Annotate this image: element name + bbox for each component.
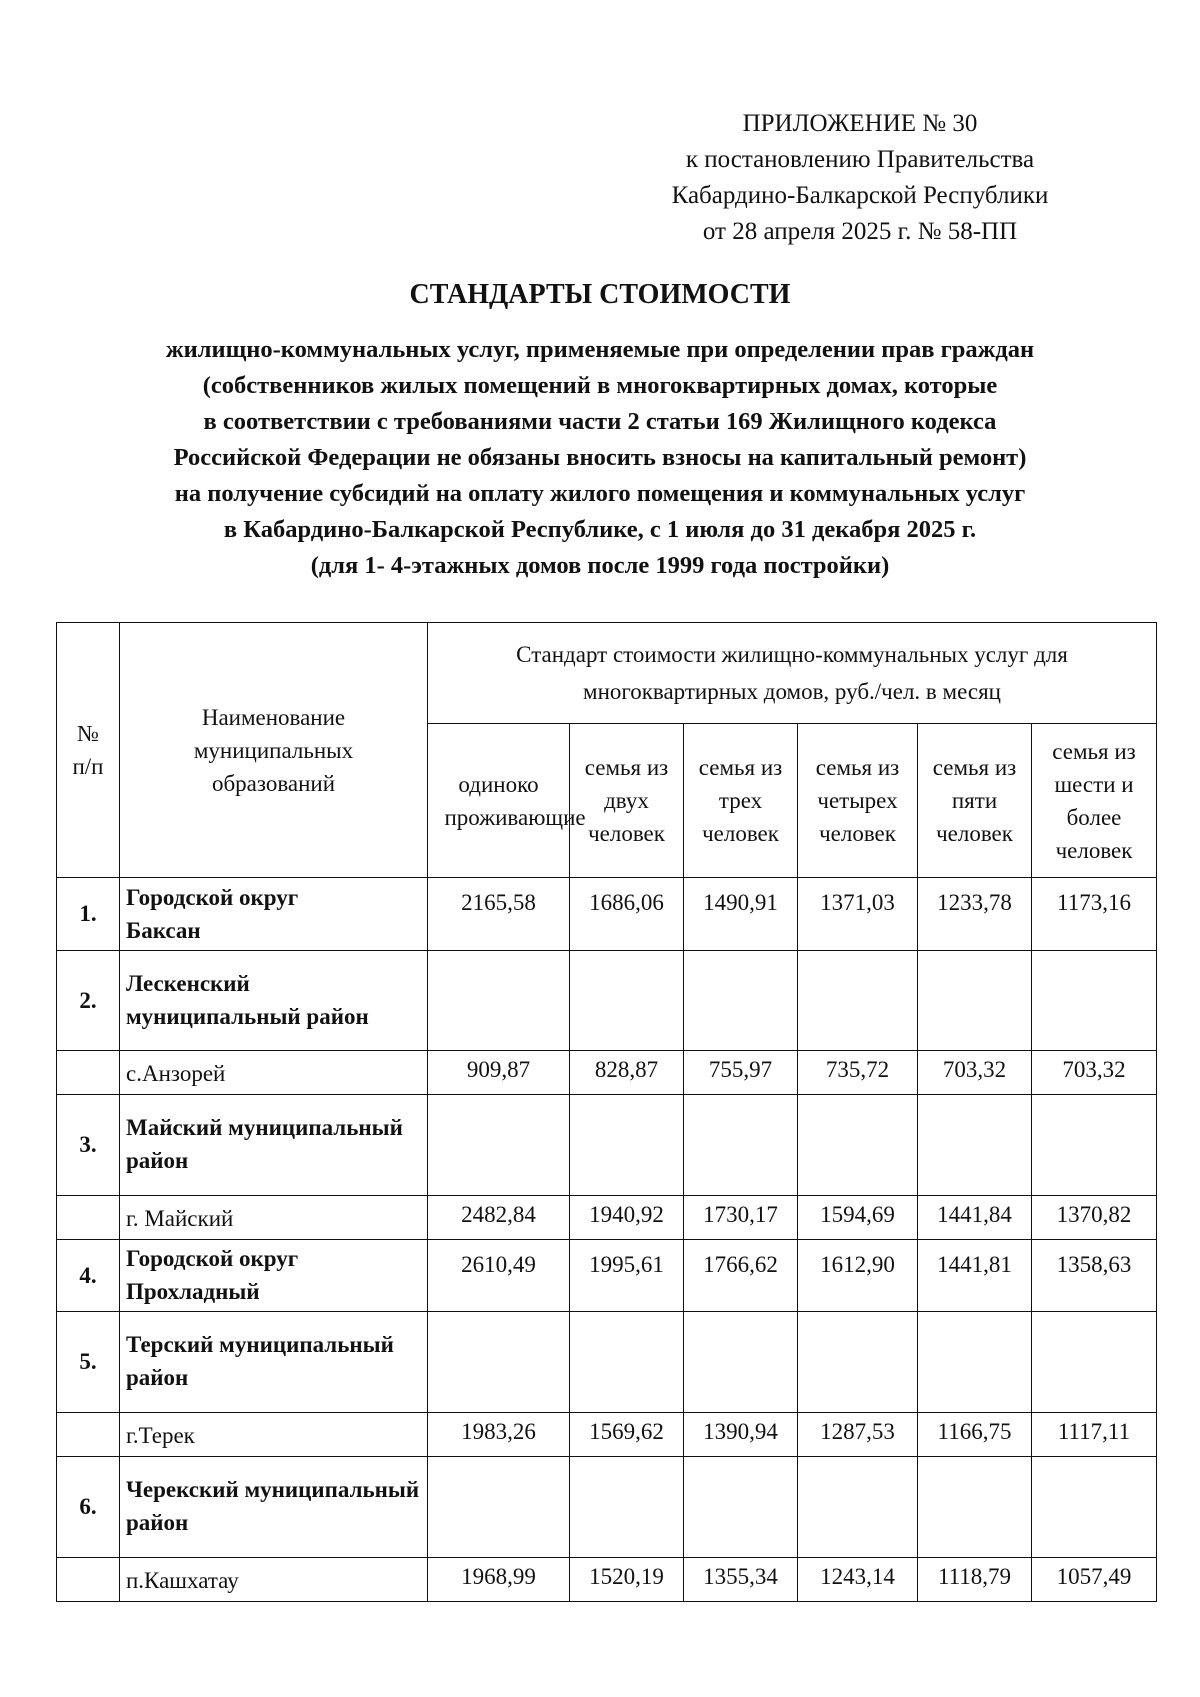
subheader-single	[428, 724, 586, 878]
row-name-text: п.Кашхатау	[126, 1568, 239, 1593]
row-value	[570, 1312, 684, 1413]
row-value: 1520,19	[570, 1558, 684, 1602]
row-value: 1612,90	[798, 1240, 918, 1312]
subtitle-line: в Кабардино-Балкарской Республике, с 1 июля до 31 декабря 2025 г.	[223, 516, 977, 543]
subtitle-line: (собственников жилых помещений в многоквартирных домах, которые	[202, 372, 998, 399]
subtitle-line: на получение субсидий на оплату жилого помещения и коммунальных услуг	[174, 480, 1026, 507]
row-value: 1995,61	[570, 1240, 684, 1312]
row-name-text: Терский муниципальный район	[126, 1332, 394, 1390]
row-value	[428, 1312, 570, 1413]
row-name-text: г. Майский	[126, 1206, 234, 1231]
appendix-line: от 28 апреля 2025 г. № 58-ПП	[702, 218, 1018, 245]
row-value: 1166,75	[918, 1413, 1032, 1457]
row-number	[57, 1413, 120, 1457]
row-value	[1032, 951, 1157, 1051]
row-name	[120, 951, 428, 1051]
table-row	[57, 1240, 1157, 1312]
row-value	[570, 1457, 684, 1558]
row-value: 1371,03	[798, 878, 918, 951]
row-value: 1490,91	[684, 878, 798, 951]
row-name	[120, 1196, 428, 1240]
row-name	[120, 1312, 428, 1413]
row-value: 755,97	[684, 1051, 798, 1095]
row-value	[684, 1095, 798, 1196]
row-name-text: Майский муниципальный район	[126, 1115, 403, 1173]
row-value: 1117,11	[1032, 1413, 1157, 1457]
row-value: 2165,58	[428, 878, 570, 951]
row-number: 6.	[57, 1457, 120, 1558]
header-name-label: Наименование муниципальных образований	[193, 704, 354, 796]
row-name	[120, 1240, 428, 1312]
row-value	[428, 1457, 570, 1558]
table-row	[57, 1051, 1157, 1095]
row-name	[120, 1095, 428, 1196]
row-value: 1686,06	[570, 878, 684, 951]
row-value: 1287,53	[798, 1413, 918, 1457]
standards-table	[56, 622, 1157, 1602]
appendix-line: ПРИЛОЖЕНИЕ № 30	[742, 110, 978, 137]
row-value	[918, 1457, 1032, 1558]
row-number	[57, 1051, 120, 1095]
row-value: 1766,62	[684, 1240, 798, 1312]
row-value	[918, 1095, 1032, 1196]
row-value: 1594,69	[798, 1196, 918, 1240]
row-value	[428, 1095, 570, 1196]
table-row	[57, 1196, 1157, 1240]
table-row	[57, 1558, 1157, 1602]
subheader-label: семья из трех человек	[698, 755, 783, 846]
row-value	[798, 1312, 918, 1413]
appendix-line: к постановлению Правительства	[685, 146, 1035, 173]
row-value: 909,87	[428, 1051, 570, 1095]
row-value: 1441,81	[918, 1240, 1032, 1312]
header-num-label: № п/п	[72, 721, 104, 779]
row-value	[1032, 1312, 1157, 1413]
row-value: 1441,84	[918, 1196, 1032, 1240]
row-value: 828,87	[570, 1051, 684, 1095]
row-value: 1983,26	[428, 1413, 570, 1457]
table-row	[57, 1095, 1157, 1196]
table-body	[57, 623, 1157, 1602]
table-row	[57, 1413, 1157, 1457]
subheader-label: семья из двух человек	[584, 755, 669, 846]
subtitle-line: в соответствии с требованиями части 2 статьи 169 Жилищного кодекса	[203, 408, 997, 435]
subheader-five	[918, 724, 1032, 878]
row-name-text: Городской округ Прохладный	[126, 1246, 299, 1304]
row-number	[57, 1558, 120, 1602]
row-name-text: Городской округ Баксан	[126, 885, 299, 943]
subheader-two	[570, 724, 684, 878]
row-number: 5.	[57, 1312, 120, 1413]
row-value: 1940,92	[570, 1196, 684, 1240]
subheader-three	[684, 724, 798, 878]
subheader-four	[798, 724, 918, 878]
row-value	[570, 1095, 684, 1196]
row-value: 1358,63	[1032, 1240, 1157, 1312]
row-value: 703,32	[918, 1051, 1032, 1095]
row-value	[918, 951, 1032, 1051]
row-number: 2.	[57, 951, 120, 1051]
appendix-line: Кабардино-Балкарской Республики	[671, 182, 1049, 209]
row-name	[120, 1457, 428, 1558]
row-value	[428, 951, 570, 1051]
subtitle-line: (для 1- 4-этажных домов после 1999 года постройки)	[310, 552, 890, 579]
row-value: 1355,34	[684, 1558, 798, 1602]
row-name-text: с.Анзорей	[126, 1061, 226, 1086]
row-value: 1390,94	[684, 1413, 798, 1457]
row-value	[1032, 1457, 1157, 1558]
row-value: 703,32	[1032, 1051, 1157, 1095]
row-value: 735,72	[798, 1051, 918, 1095]
header-num	[57, 623, 120, 878]
row-name-text: г.Терек	[126, 1423, 195, 1448]
row-name-text: Лескенский муниципальный район	[126, 971, 369, 1029]
subtitle-line: жилищно-коммунальных услуг, применяемые при определении прав граждан	[165, 336, 1035, 363]
subheader-six	[1032, 724, 1157, 878]
row-value: 1118,79	[918, 1558, 1032, 1602]
header-group	[428, 623, 1157, 724]
row-value: 1173,16	[1032, 878, 1157, 951]
row-name	[120, 1413, 428, 1457]
row-value: 1968,99	[428, 1558, 570, 1602]
subtitle-line: Российской Федерации не обязаны вносить взносы на капитальный ремонт)	[173, 444, 1027, 471]
row-name	[120, 878, 428, 951]
row-number: 1.	[57, 878, 120, 951]
table-row	[57, 1457, 1157, 1558]
row-value	[1032, 1095, 1157, 1196]
table-row	[57, 1312, 1157, 1413]
row-value	[918, 1312, 1032, 1413]
row-value: 1057,49	[1032, 1558, 1157, 1602]
header-group-label: Стандарт стоимости жилищно-коммунальных услуг для многоквартирных домов, руб./чел. в месяц	[516, 642, 1068, 704]
row-value: 1243,14	[798, 1558, 918, 1602]
header-name	[120, 623, 428, 878]
row-value	[684, 1312, 798, 1413]
row-value: 2482,84	[428, 1196, 570, 1240]
row-value	[798, 1095, 918, 1196]
subheader-label: семья из шести и более человек	[1052, 738, 1136, 863]
row-value: 1730,17	[684, 1196, 798, 1240]
table-row	[57, 951, 1157, 1051]
row-name-text: Черекский муниципальный район	[126, 1477, 420, 1535]
appendix-block	[630, 106, 1090, 250]
subheader-label: одиноко проживающие	[444, 771, 586, 830]
row-value: 1370,82	[1032, 1196, 1157, 1240]
row-value	[798, 951, 918, 1051]
document-title: СТАНДАРТЫ СТОИМОСТИ	[409, 279, 791, 310]
subheader-label: семья из четырех человек	[815, 755, 900, 846]
document-subtitle	[40, 332, 1160, 584]
row-value	[684, 951, 798, 1051]
row-number	[57, 1196, 120, 1240]
subheader-label: семья из пяти человек	[932, 755, 1017, 846]
row-value	[570, 951, 684, 1051]
row-name	[120, 1558, 428, 1602]
table-row	[57, 878, 1157, 951]
row-value: 1569,62	[570, 1413, 684, 1457]
row-value: 2610,49	[428, 1240, 570, 1312]
row-value	[798, 1457, 918, 1558]
row-value	[684, 1457, 798, 1558]
row-value: 1233,78	[918, 878, 1032, 951]
row-number: 3.	[57, 1095, 120, 1196]
row-name	[120, 1051, 428, 1095]
row-number: 4.	[57, 1240, 120, 1312]
header-row	[57, 623, 1157, 724]
